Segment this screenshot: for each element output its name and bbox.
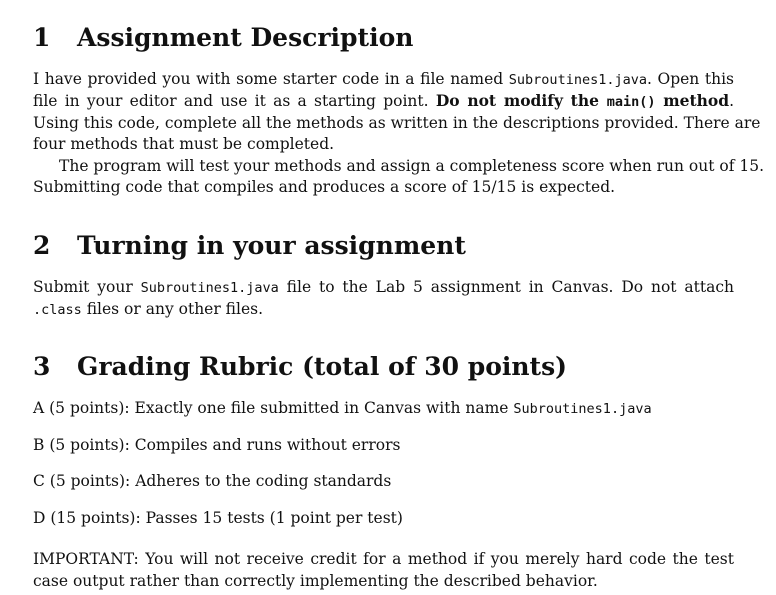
text-span: . Open this [646,70,734,88]
code-filename: Subroutines1.java [513,401,652,417]
paragraph-line: Using this code, complete all the methods as written in the descriptions provided. There are [33,114,761,132]
text-span: files or any other files. [81,300,264,318]
rubric-text: A (5 points): Exactly one file submitted in Canvas with name [33,399,514,417]
text-span: I have provided you with some starter code in a file named [33,70,509,88]
paragraph-line [33,299,734,320]
paragraph-line: four methods that must be completed. [33,135,335,153]
rubric-item-a [33,398,734,419]
section-number: 3 [33,352,51,381]
text-span: file in your editor and use it as a starting point. [33,92,436,110]
rubric-item-c [33,471,734,491]
text-span: . [729,92,734,110]
section-heading-grading-rubric [33,352,567,382]
code-extension: .class [33,302,82,318]
section-title: Turning in your assignment [77,231,466,260]
bold-text: method [655,91,730,110]
rubric-text: C (5 points): Adheres to the coding standards [33,472,392,490]
paragraph-line: The program will test your methods and assign a completeness score when run out of 15. [59,157,765,175]
section-title: Assignment Description [77,23,414,52]
important-note-line: case output rather than correctly implementing the described behavior. [33,572,598,590]
paragraph-line [33,69,734,90]
important-note-line: IMPORTANT: You will not receive credit for a method if you merely hard code the test [33,550,734,568]
rubric-text: B (5 points): Compiles and runs without errors [33,436,401,454]
rubric-item-b [33,435,734,455]
paragraph-line [33,277,734,298]
paragraph-line [33,91,734,112]
section-heading-turning-in [33,231,466,261]
paragraph-line: Submitting code that compiles and produces a score of 15/15 is expected. [33,178,616,196]
code-filename: Subroutines1.java [508,72,647,88]
bold-text: Do not modify the [435,91,607,110]
rubric-text: D (15 points): Passes 15 tests (1 point per test) [33,509,403,527]
section-number: 2 [33,231,51,260]
rubric-item-d [33,508,734,528]
section-number: 1 [33,23,51,52]
code-filename: Subroutines1.java [140,280,279,296]
section-title: Grading Rubric (total of 30 points) [77,352,567,381]
section-heading-assignment-description [33,23,413,53]
code-method-name: main() [606,94,656,110]
text-span: file to the Lab 5 assignment in Canvas. Do not attach [278,278,734,296]
text-span: Submit your [33,278,141,296]
